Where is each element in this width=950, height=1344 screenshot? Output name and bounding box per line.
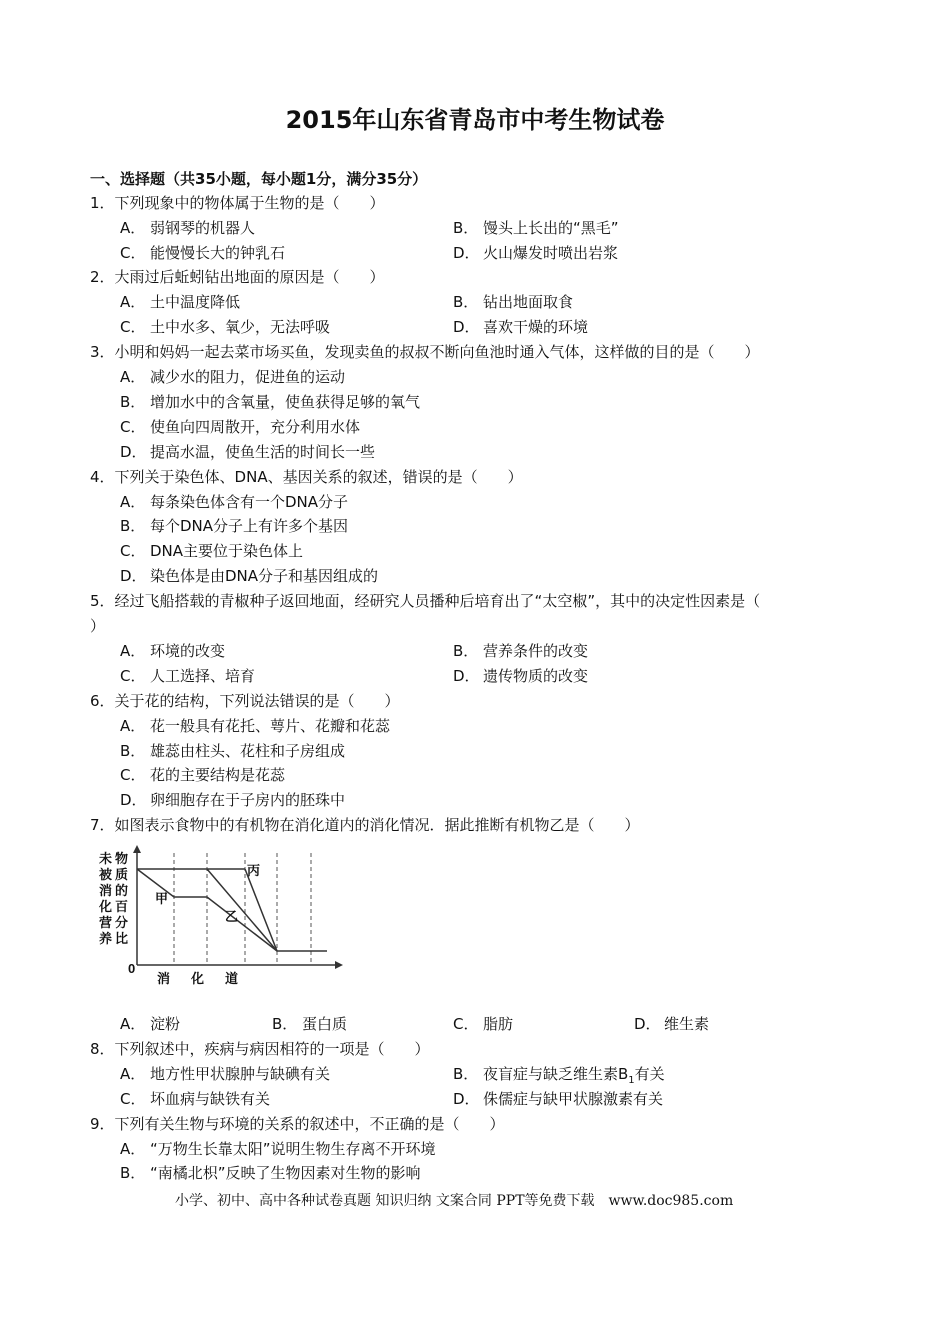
q6-option-c: C． 花的主要结构是花蕊 <box>120 766 286 784</box>
q5-option-a: A． 环境的改变 <box>120 642 226 660</box>
q8-option-d: D． 侏儒症与缺甲状腺激素有关 <box>453 1090 664 1108</box>
q7-option-a: A． 淀粉 <box>120 1015 181 1033</box>
q5-option-c: C． 人工选择、培育 <box>120 667 256 685</box>
question-4-stem: 4．下列关于染色体、DNA、基因关系的叙述，错误的是（ ） <box>90 468 523 486</box>
q4-option-d: D． 染色体是由DNA分子和基因组成的 <box>120 567 379 585</box>
y-axis-arrow <box>133 845 141 853</box>
q1-option-d: D． 火山爆发时喷出岩浆 <box>453 244 619 262</box>
q5-option-b: B． 营养条件的改变 <box>453 642 589 660</box>
y-axis-label <box>98 851 128 946</box>
svg-text:的: 的 <box>115 883 129 898</box>
q2-option-c: C． 土中水多、氧少，无法呼吸 <box>120 318 331 336</box>
q3-option-c: C． 使鱼向四周散开，充分利用水体 <box>120 418 361 436</box>
question-7-stem: 7．如图表示食物中的有机物在消化道内的消化情况．据此推断有机物乙是（ ） <box>90 816 640 834</box>
svg-text:化: 化 <box>99 899 113 914</box>
svg-text:未: 未 <box>99 851 113 866</box>
q3-option-d: D． 提高水温，使鱼生活的时间长一些 <box>120 443 376 461</box>
svg-text:营: 营 <box>99 915 113 930</box>
q4-option-a: A． 每条染色体含有一个DNA分子 <box>120 493 349 511</box>
q4-option-c: C． DNA主要位于染色体上 <box>120 542 304 560</box>
svg-text:消: 消 <box>99 883 113 898</box>
q2-option-d: D． 喜欢干燥的环境 <box>453 318 589 336</box>
label-bing: 丙 <box>247 863 261 878</box>
digestion-figure <box>95 845 355 990</box>
q3-option-b: B． 增加水中的含氧量，使鱼获得足够的氧气 <box>120 393 421 411</box>
label-jia: 甲 <box>155 891 169 906</box>
q1-option-a: A． 弱钢琴的机器人 <box>120 219 256 237</box>
label-yi: 乙 <box>225 909 239 924</box>
q8-option-c: C． 坏血病与缺铁有关 <box>120 1090 271 1108</box>
q9-option-b: B． “南橘北枳”反映了生物因素对生物的影响 <box>120 1164 421 1182</box>
section-heading: 一、选择题（共35小题，每小题1分，满分35分） <box>90 170 428 188</box>
question-3-stem: 3．小明和妈妈一起去菜市场买鱼，发现卖鱼的叔叔不断向鱼池时通入气体，这样做的目的是（ ） <box>90 343 760 361</box>
q1-option-c: C． 能慢慢长大的钟乳石 <box>120 244 286 262</box>
segment-dividers <box>174 853 311 965</box>
q6-option-a: A． 花一般具有花托、萼片、花瓣和花蕊 <box>120 717 391 735</box>
curve-yi <box>207 869 277 951</box>
q7-option-b: B． 蛋白质 <box>272 1015 348 1033</box>
q8-option-a: A． 地方性甲状腺肿与缺碘有关 <box>120 1065 331 1083</box>
question-6-stem: 6．关于花的结构，下列说法错误的是（ ） <box>90 692 400 710</box>
svg-text:物: 物 <box>115 851 129 866</box>
svg-text:分: 分 <box>115 915 129 930</box>
x-label-1: 消 <box>157 971 171 986</box>
q7-option-d: D． 维生素 <box>634 1015 710 1033</box>
svg-text:质: 质 <box>115 867 129 882</box>
q8-option-b: B． 夜盲症与缺乏维生素$B_1$有关 <box>453 1065 665 1086</box>
origin-label: 0 <box>128 961 136 976</box>
question-8-stem: 8．下列叙述中，疾病与病因相符的一项是（ ） <box>90 1040 430 1058</box>
question-9-stem: 9．下列有关生物与环境的关系的叙述中，不正确的是（ ） <box>90 1115 505 1133</box>
svg-text:比: 比 <box>115 931 129 946</box>
q1-option-b: B． 馒头上长出的“黑毛” <box>453 219 619 237</box>
question-5-stem-cont: ） <box>90 617 106 635</box>
question-5-stem: 5．经过飞船搭载的青椒种子返回地面，经研究人员播种后培育出了“太空椒”，其中的决定性因素是（ <box>90 592 761 610</box>
q5-option-d: D． 遗传物质的改变 <box>453 667 589 685</box>
q7-option-c: C． 脂肪 <box>453 1015 514 1033</box>
x-axis-arrow <box>335 961 343 969</box>
q3-option-a: A． 减少水的阻力，促进鱼的运动 <box>120 368 346 386</box>
page-footer: 小学、初中、高中各种试卷真题 知识归纳 文案合同 PPT等免费下载 www.doc985.com <box>175 1193 734 1209</box>
svg-text:百: 百 <box>115 899 129 914</box>
q4-option-b: B． 每个DNA分子上有许多个基因 <box>120 517 349 535</box>
q9-option-a: A． “万物生长靠太阳”说明生物生存离不开环境 <box>120 1140 436 1158</box>
question-1-stem: 1．下列现象中的物体属于生物的是（ ） <box>90 194 385 212</box>
svg-text:养: 养 <box>99 931 113 946</box>
q6-option-d: D． 卵细胞存在于子房内的胚珠中 <box>120 791 346 809</box>
q2-option-a: A． 土中温度降低 <box>120 293 241 311</box>
x-label-3: 道 <box>225 971 239 986</box>
q6-option-b: B． 雄蕊由柱头、花柱和子房组成 <box>120 742 346 760</box>
svg-text:被: 被 <box>99 867 113 882</box>
page-title: 2015年山东省青岛市中考生物试卷 <box>285 106 665 134</box>
q2-option-b: B． 钻出地面取食 <box>453 293 574 311</box>
x-label-2: 化 <box>191 971 205 986</box>
question-2-stem: 2．大雨过后蚯蚓钻出地面的原因是（ ） <box>90 268 385 286</box>
